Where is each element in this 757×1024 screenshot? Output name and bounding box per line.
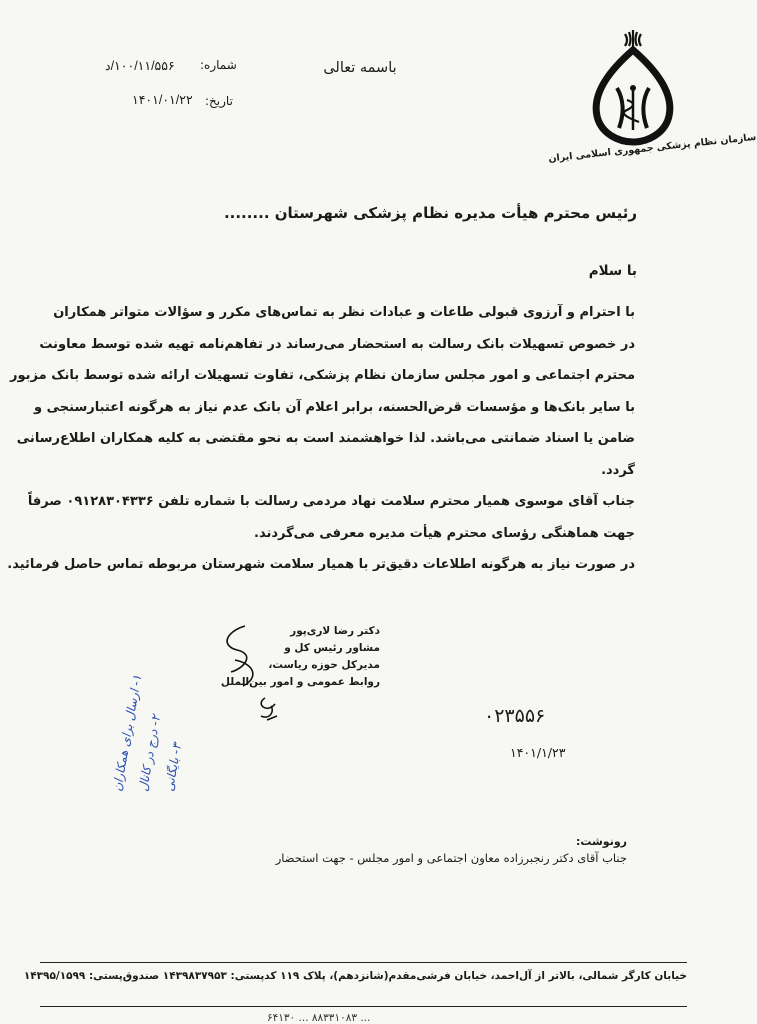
date-label: تاریخ:: [205, 94, 233, 108]
handwritten-note-line: ۱- ارسال برای همکاران: [110, 673, 145, 793]
recipient-salutation: رئیس محترم هیأت مدیره نظام پزشکی شهرستان ........: [223, 204, 637, 222]
body-line: در خصوص تسهیلات بانک رسالت به استحضار می‌رساند در تفاهم‌نامه تهیه شده توسط معاونت: [39, 336, 635, 352]
number-label: شماره:: [200, 58, 237, 72]
greeting: با سلام: [588, 263, 637, 279]
footer-address: خیابان کارگر شمالی، بالاتر از آل‌احمد، خیابان فرشی‌مقدم(شانزدهم)، پلاک ۱۱۹ کدپستی: ۱۴۳۹۸۳۷۹۵۳ صندوق‌پستی: ۱۴۳۹۵/۱۵۹۹: [23, 970, 687, 982]
signer-title-1: مشاور رئیس کل و: [284, 642, 380, 654]
body-line: ضامن یا اسناد ضمانتی می‌باشد. لذا خواهشمند است به نحو مقتضی به کلیه همکاران اطلاع‌رسانی: [16, 431, 635, 446]
handwritten-signature: [215, 620, 285, 730]
letter-number: ۱۰۰/۱۱/۵۵۶/د: [105, 59, 175, 73]
handwritten-note-line: ۲- درج در کانال: [136, 713, 164, 793]
cc-recipient: جناب آقای دکتر رنجبرزاده معاون اجتماعی و امور مجلس - جهت استحضار: [275, 851, 627, 865]
handwritten-note: [40, 673, 185, 900]
body-line: محترم اجتماعی و امور مجلس سازمان نظام پزشکی، تفاوت تسهیلات ارائه شده توسط بانک مزبور: [10, 368, 635, 383]
body-line: با سایر بانک‌ها و مؤسسات قرض‌الحسنه، برابر اعلام آن بانک عدم نیاز به هرگونه اعتبارسنجی و: [34, 399, 635, 415]
footer-contact-text: ۶۴۱۳۰ ... ۸۸۳۳۱۰۸۳ ...: [267, 1012, 371, 1024]
body-line: جناب آقای موسوی همیار محترم سلامت نهاد مردمی رسالت با شماره تلفن ۰۹۱۲۸۳۰۴۳۳۶ صرفاً: [27, 494, 635, 509]
signer-title-2: مدیرکل حوزه ریاست،: [268, 659, 380, 671]
medical-council-logo: [583, 28, 683, 146]
footer-divider: [40, 1006, 687, 1007]
signer-title-3: روابط عمومی و امور بین‌الملل: [220, 676, 380, 688]
footer-contact-cropped: [267, 1012, 687, 1024]
signer-name: دکتر رضا لاری‌پور: [290, 625, 380, 637]
organization-name: سازمان نظام پزشکی جمهوری اسلامی ایران: [547, 131, 757, 165]
basmala: باسمه تعالی: [323, 60, 397, 76]
body-line: با احترام و آرزوی قبولی طاعات و عبادات نظر به تماس‌های مکرر و سؤالات متواتر همکاران: [53, 305, 635, 320]
registration-number: ۰۲۳۵۵۶: [484, 705, 546, 727]
cc-title: رونوشت:: [575, 835, 627, 848]
body-line: گردد.: [601, 462, 635, 478]
body-line: جهت هماهنگی رؤسای محترم هیأت مدیره معرفی می‌گردند.: [254, 525, 635, 541]
registration-date: ۱۴۰۱/۱/۲۳: [510, 745, 566, 760]
letter-body: [7, 297, 635, 581]
body-line: در صورت نیاز به هرگونه اطلاعات دقیق‌تر با همیار سلامت شهرستان مربوطه تماس حاصل فرمائید.: [7, 557, 635, 572]
handwritten-note-line: ۳- بایگانی: [162, 742, 185, 793]
footer-divider: [40, 962, 687, 963]
letter-date: ۱۴۰۱/۰۱/۲۲: [132, 93, 193, 107]
